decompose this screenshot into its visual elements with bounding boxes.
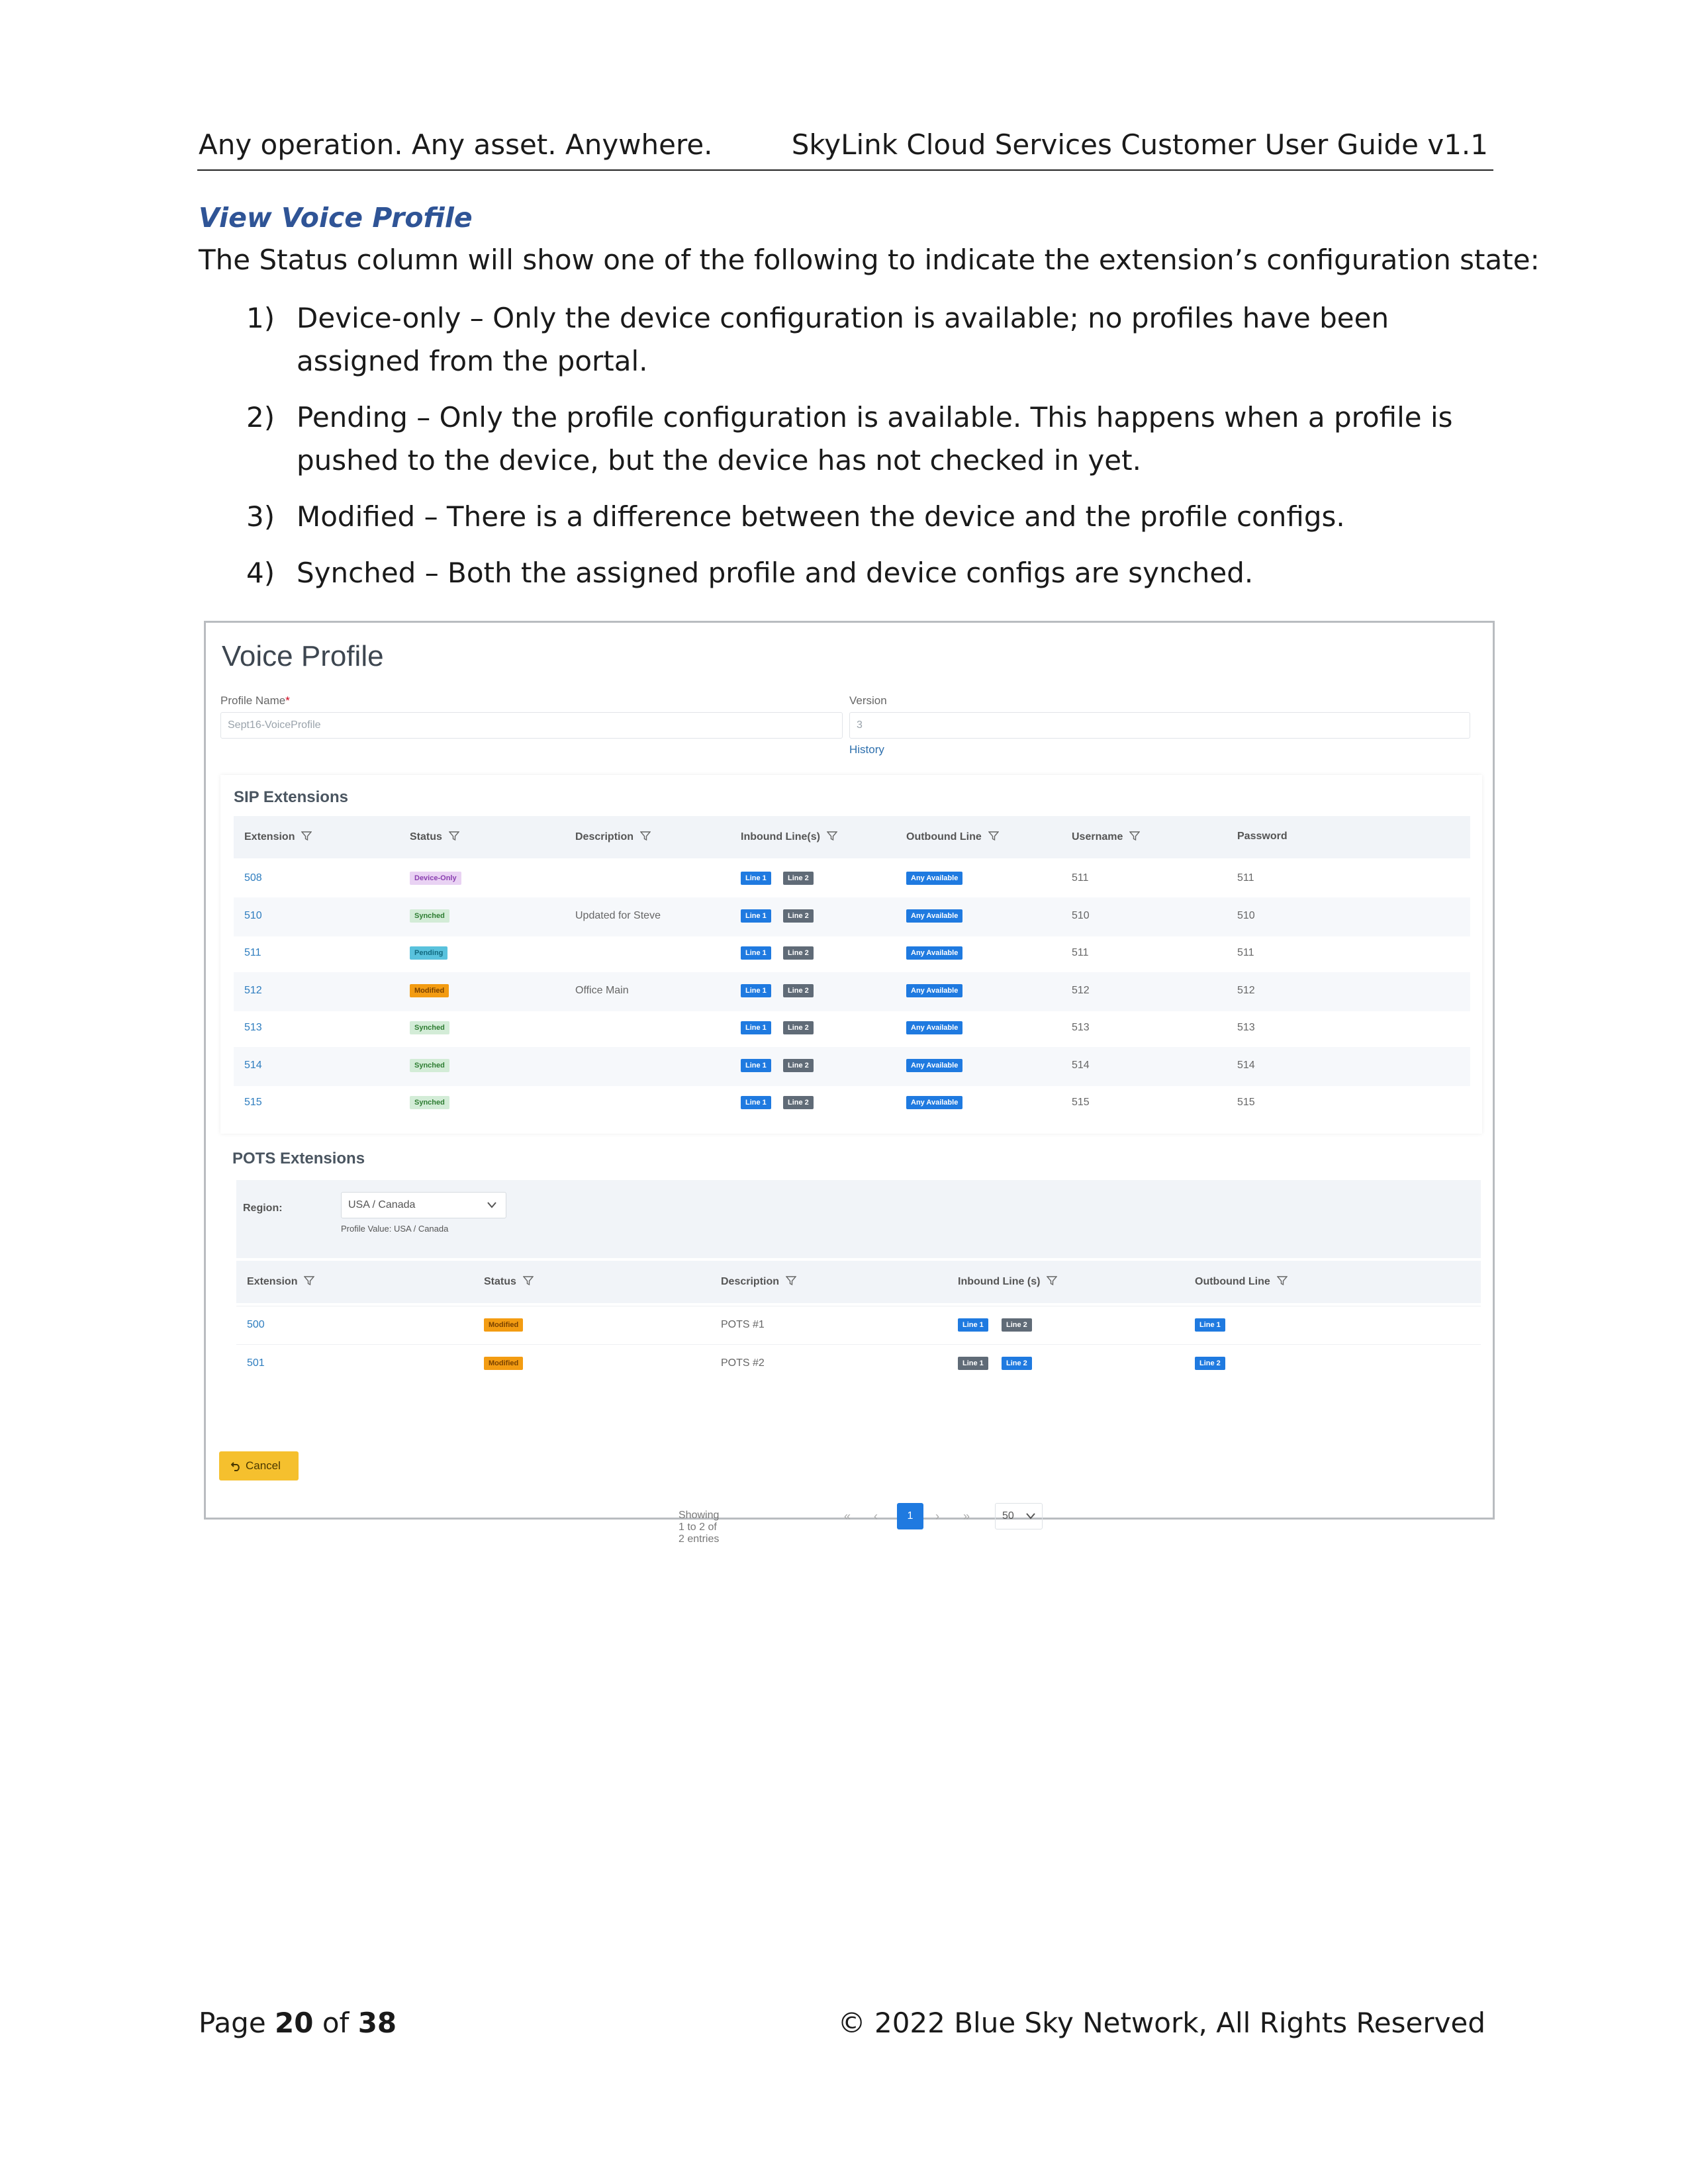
copyright: © 2022 Blue Sky Network, All Rights Reserved [837, 2007, 1485, 2039]
password-cell: 510 [1237, 909, 1255, 921]
table-row [234, 934, 1470, 974]
page-size-select[interactable]: 50 [995, 1503, 1043, 1529]
region-select[interactable]: USA / Canada [341, 1192, 506, 1218]
chevron-down-icon [487, 1202, 496, 1208]
column-header: Description [575, 831, 651, 843]
inbound-line-badge: Line 1 [958, 1357, 988, 1370]
inbound-line-badge: Line 1 [741, 1021, 771, 1034]
username-cell: 514 [1072, 1059, 1090, 1071]
inbound-line-badge: Line 1 [741, 984, 771, 997]
column-header: Username [1072, 831, 1140, 843]
pots-extensions-card [220, 1139, 1482, 1545]
profile-name-field[interactable]: Sept16-VoiceProfile [220, 712, 843, 739]
filter-icon[interactable] [304, 1275, 314, 1286]
cancel-button[interactable]: Cancel [219, 1451, 299, 1480]
outbound-line-badge: Any Available [906, 946, 962, 960]
pots-section-title: POTS Extensions [232, 1150, 365, 1167]
history-link[interactable]: History [849, 743, 884, 756]
inbound-line-badge: Line 2 [1002, 1318, 1032, 1332]
column-header: Outbound Line [1195, 1275, 1288, 1288]
inbound-line-badge: Line 2 [783, 1021, 814, 1034]
inbound-line-badge: Line 2 [783, 984, 814, 997]
extension-link[interactable]: 508 [244, 872, 262, 884]
filter-icon[interactable] [640, 831, 651, 841]
table-row [234, 1009, 1470, 1048]
header-doc-title: SkyLink Cloud Services Customer User Guide v1.1 [791, 128, 1488, 161]
undo-icon [231, 1461, 242, 1471]
status-badge: Modified [484, 1357, 523, 1370]
description-cell: Office Main [575, 984, 629, 996]
column-header: Extension [247, 1275, 314, 1288]
description-cell: POTS #2 [721, 1357, 765, 1369]
filter-icon[interactable] [1047, 1275, 1057, 1286]
column-header: Status [484, 1275, 534, 1288]
outbound-line-badge: Any Available [906, 1096, 962, 1109]
status-badge: Pending [410, 946, 447, 960]
list-item: 1) Device-only – Only the device configuration is available; no profiles have been assigned from the portal. [246, 302, 1389, 377]
extension-link[interactable]: 500 [247, 1319, 265, 1330]
description-cell: POTS #1 [721, 1319, 765, 1330]
outbound-line-badge: Any Available [906, 909, 962, 923]
column-header: Inbound Line (s) [958, 1275, 1057, 1288]
list-item: 2) Pending – Only the profile configuration is available. This happens when a profile is pushed to the device, but the device has not checked in yet. [246, 401, 1453, 477]
username-cell: 510 [1072, 909, 1090, 921]
section-title: View Voice Profile [199, 202, 473, 234]
status-badge: Synched [410, 1096, 449, 1109]
inbound-line-badge: Line 2 [783, 909, 814, 923]
chevron-down-icon [1026, 1513, 1035, 1520]
status-badge: Synched [410, 909, 449, 923]
password-cell: 513 [1237, 1022, 1255, 1033]
column-header: Outbound Line [906, 831, 999, 843]
pager-prev-button[interactable]: ‹ [874, 1510, 878, 1523]
inbound-line-badge: Line 1 [741, 946, 771, 960]
table-row [236, 1344, 1481, 1384]
page-title: Voice Profile [222, 640, 384, 672]
inbound-line-badge: Line 2 [783, 1096, 814, 1109]
inbound-line-badge: Line 1 [741, 909, 771, 923]
filter-icon[interactable] [449, 831, 459, 841]
version-label: Version [849, 694, 887, 707]
description-cell: Updated for Steve [575, 909, 661, 921]
profile-value-note: Profile Value: USA / Canada [341, 1224, 449, 1234]
password-cell: 515 [1237, 1097, 1255, 1108]
list-item: 3) Modified – There is a difference between the device and the profile configs. [246, 500, 1345, 533]
table-row [234, 860, 1470, 899]
inbound-line-badge: Line 1 [958, 1318, 988, 1332]
list-item: 4) Synched – Both the assigned profile and device configs are synched. [246, 557, 1254, 589]
sip-extensions-card [220, 775, 1482, 1134]
column-header: Description [721, 1275, 796, 1288]
inbound-line-badge: Line 1 [741, 1096, 771, 1109]
pager-last-button[interactable]: » [963, 1510, 970, 1523]
voice-profile-screenshot [204, 621, 1495, 1545]
outbound-line-badge: Any Available [906, 1021, 962, 1034]
intro-paragraph: The Status column will show one of the following to indicate the extension’s configuration state: [199, 244, 1540, 276]
password-cell: 511 [1237, 872, 1254, 884]
extension-link[interactable]: 510 [244, 909, 262, 921]
sip-table-header [234, 816, 1470, 858]
header-tagline: Any operation. Any asset. Anywhere. [199, 128, 713, 161]
table-row [234, 972, 1470, 1011]
username-cell: 512 [1072, 984, 1090, 996]
table-row [234, 1084, 1470, 1123]
column-header: Extension [244, 831, 312, 843]
password-cell: 514 [1237, 1059, 1255, 1071]
outbound-line-badge: Any Available [906, 984, 962, 997]
status-badge: Modified [410, 984, 449, 997]
inbound-line-badge: Line 2 [1002, 1357, 1032, 1370]
pager-next-button[interactable]: › [935, 1510, 939, 1523]
filter-icon[interactable] [827, 831, 837, 841]
status-badge: Modified [484, 1318, 523, 1332]
inbound-line-badge: Line 2 [783, 1059, 814, 1072]
outbound-line-badge: Any Available [906, 1059, 962, 1072]
username-cell: 515 [1072, 1097, 1090, 1108]
username-cell: 511 [1072, 872, 1089, 884]
username-cell: 511 [1072, 947, 1089, 958]
status-badge: Synched [410, 1059, 449, 1072]
inbound-line-badge: Line 1 [741, 872, 771, 885]
inbound-line-badge: Line 2 [783, 872, 814, 885]
region-label: Region: [243, 1203, 283, 1214]
profile-name-label: Profile Name* [220, 694, 290, 707]
filter-icon[interactable] [1277, 1275, 1288, 1286]
sip-section-title: SIP Extensions [234, 788, 348, 806]
table-row [234, 897, 1470, 936]
pager-summary: Showing 1 to 2 of 2 entries [679, 1510, 720, 1545]
column-header: Inbound Line(s) [741, 831, 837, 843]
pager-first-button[interactable]: « [844, 1510, 851, 1523]
password-cell: 511 [1237, 947, 1254, 958]
extension-link[interactable]: 511 [244, 947, 261, 958]
status-list [246, 296, 1497, 608]
status-badge: Synched [410, 1021, 449, 1034]
outbound-line-badge: Line 1 [1195, 1318, 1225, 1332]
username-cell: 513 [1072, 1022, 1090, 1033]
table-row [236, 1306, 1481, 1345]
outbound-line-badge: Line 2 [1195, 1357, 1225, 1370]
pots-table-header [236, 1261, 1481, 1303]
page-header [197, 126, 1493, 171]
outbound-line-badge: Any Available [906, 872, 962, 885]
page-number: Page 20 of 38 [199, 2007, 397, 2039]
column-header: Status [410, 831, 459, 843]
extension-link[interactable]: 513 [244, 1022, 262, 1033]
inbound-line-badge: Line 2 [783, 946, 814, 960]
filter-icon[interactable] [1129, 831, 1140, 841]
region-panel [236, 1180, 1481, 1258]
status-badge: Device-Only [410, 872, 461, 885]
table-row [234, 1047, 1470, 1086]
filter-icon[interactable] [301, 831, 312, 841]
filter-icon[interactable] [786, 1275, 796, 1286]
version-field[interactable]: 3 [849, 712, 1470, 739]
password-cell: 512 [1237, 984, 1255, 996]
filter-icon[interactable] [523, 1275, 534, 1286]
extension-link[interactable]: 501 [247, 1357, 265, 1369]
pager-page-1-button[interactable]: 1 [897, 1503, 923, 1529]
filter-icon[interactable] [988, 831, 999, 841]
inbound-line-badge: Line 1 [741, 1059, 771, 1072]
extension-link[interactable]: 512 [244, 984, 262, 996]
extension-link[interactable]: 514 [244, 1059, 262, 1071]
extension-link[interactable]: 515 [244, 1097, 262, 1108]
column-header: Password [1237, 831, 1288, 842]
